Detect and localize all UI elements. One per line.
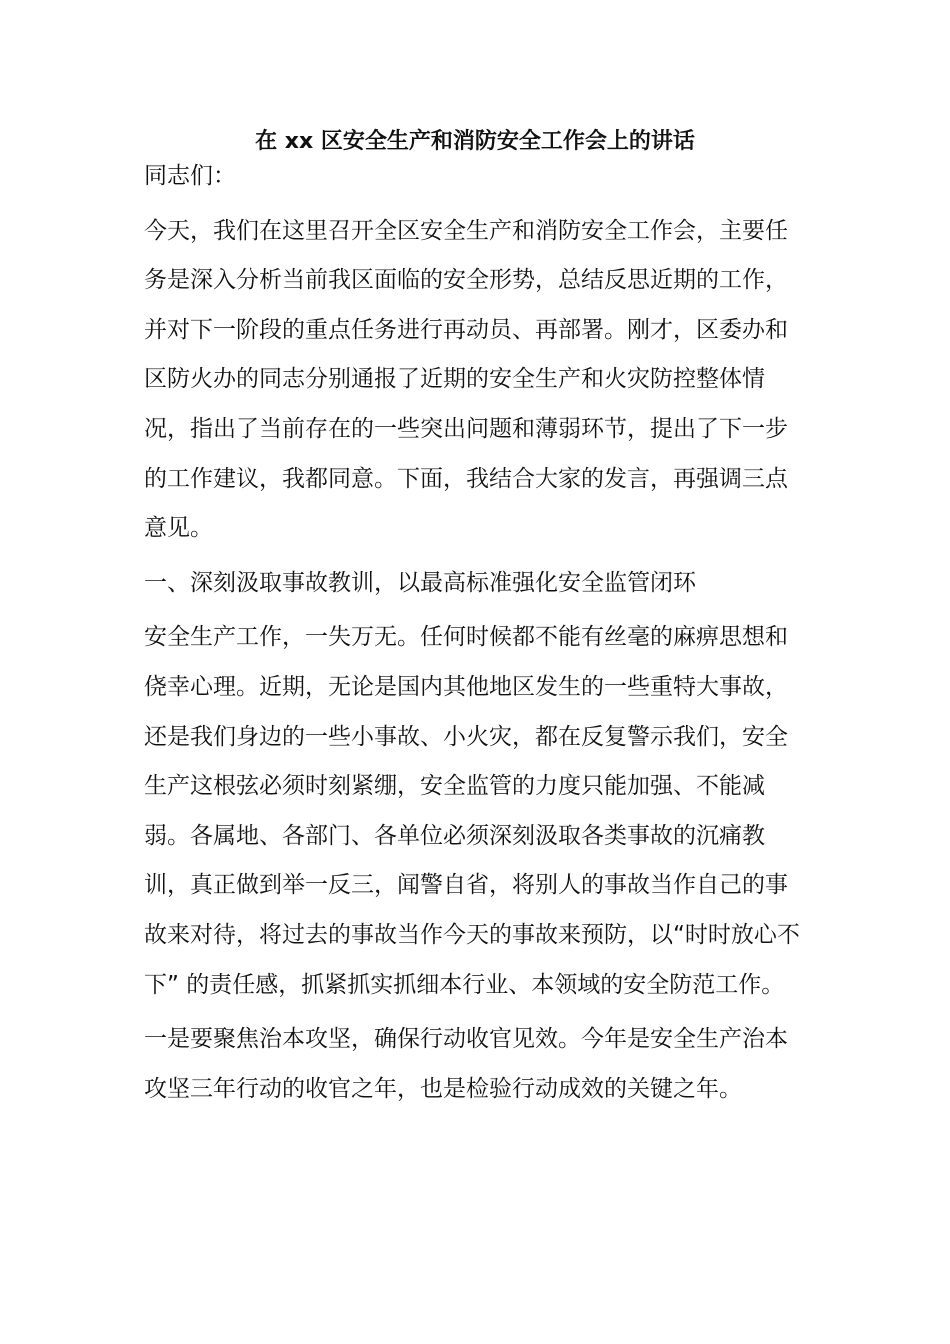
document-title: 在 xx 区安全生产和消防安全工作会上的讲话 — [255, 129, 695, 154]
paragraph-section-one: 安全生产工作，一失万无。任何时候都不能有丝毫的麻痹思想和侥幸心理。近期，无论是国内其他地区发生的一些重特大事故，还是我们身边的一些小事故、小火灾，都在反复警示我们，安全生产这根弦必须时刻紧绷，安全监管的力度只能加强、不能减弱。各属地、各部门、各单位必须深刻汲取各类事故的沉痛教训，真正做到举一反三，闻警自省，将别人的事故当作自己的事故来对待，将过去的事故当作今天的事故来预防，以“时时放心不下” 的责任感，抓紧抓实抓细本行业、本领域的安全防范工作。 — [144, 624, 800, 998]
section-heading-one: 一、深刻汲取事故教训，以最高标准强化安全监管闭环 — [144, 569, 696, 596]
paragraph-point-one: 一是要聚焦治本攻坚，确保行动收官见效。今年是安全生产治本攻坚三年行动的收官之年，也是检验行动成效的关键之年。 — [144, 1026, 788, 1102]
salutation: 同志们： — [144, 163, 236, 189]
paragraph-opening: 今天，我们在这里召开全区安全生产和消防安全工作会，主要任务是深入分析当前我区面临的安全形势，总结反思近期的工作，并对下一阶段的重点任务进行再动员、再部署。刚才，区委办和区防火办的同志分别通报了近期的安全生产和火灾防控整体情况，指出了当前存在的一些突出问题和薄弱环节，提出了下一步的工作建议，我都同意。下面，我结合大家的发言，再强调三点意见。 — [144, 217, 788, 542]
document-body — [144, 152, 809, 1114]
